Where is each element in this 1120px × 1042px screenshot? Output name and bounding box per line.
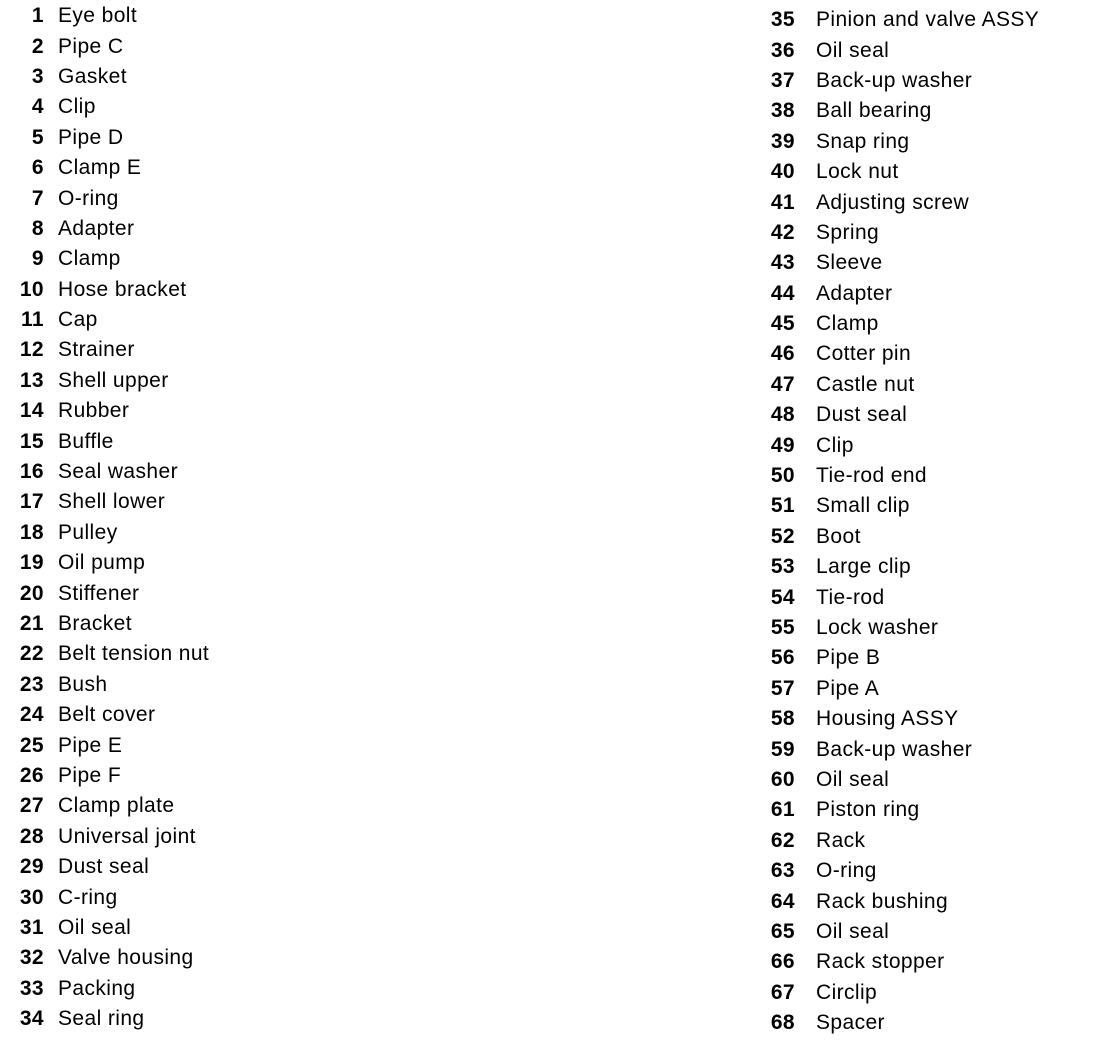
part-number: 68 xyxy=(770,1011,795,1035)
part-entry xyxy=(758,765,1113,795)
part-entry xyxy=(0,609,420,639)
part-number: 47 xyxy=(770,372,795,396)
part-number: 44 xyxy=(770,281,795,305)
part-entry xyxy=(0,670,420,700)
part-number: 65 xyxy=(770,919,795,943)
part-entry xyxy=(758,491,1113,521)
part-entry xyxy=(0,62,420,92)
part-name: Shell lower xyxy=(58,490,166,514)
part-number: 46 xyxy=(770,342,795,366)
part-name: Clamp plate xyxy=(58,794,175,818)
part-number: 36 xyxy=(770,38,795,62)
part-name: Universal joint xyxy=(58,824,196,848)
part-number: 61 xyxy=(770,798,795,822)
part-number: 45 xyxy=(770,312,795,336)
part-name: Clip xyxy=(58,95,96,119)
part-entry xyxy=(0,31,420,61)
part-name: Spring xyxy=(816,220,880,244)
part-number: 31 xyxy=(19,915,44,939)
part-number: 55 xyxy=(770,616,795,639)
part-name: C-ring xyxy=(58,885,118,909)
part-entry xyxy=(758,917,1113,947)
part-number: 32 xyxy=(19,946,44,970)
part-number: 50 xyxy=(770,464,795,488)
part-name: Clamp xyxy=(58,247,121,271)
part-name: Small clip xyxy=(816,494,910,518)
part-entry xyxy=(758,522,1113,552)
part-number: 58 xyxy=(770,707,795,731)
part-number: 43 xyxy=(770,251,795,275)
part-name: Oil seal xyxy=(816,38,890,62)
part-number: 29 xyxy=(19,855,44,879)
part-name: Seal washer xyxy=(58,460,178,484)
part-name: Clamp xyxy=(816,312,879,336)
part-name: Stiffener xyxy=(58,581,140,605)
part-entry xyxy=(758,309,1113,339)
part-name: Hose bracket xyxy=(58,277,187,301)
part-entry xyxy=(0,943,420,973)
part-name: Bracket xyxy=(58,612,132,635)
part-entry xyxy=(758,826,1113,856)
part-number: 6 xyxy=(31,156,44,180)
part-number: 20 xyxy=(19,581,44,605)
part-number: 17 xyxy=(19,490,44,514)
part-entry xyxy=(758,978,1113,1008)
part-name: Cap xyxy=(58,308,98,332)
part-name: Pipe B xyxy=(816,646,881,670)
part-name: Clip xyxy=(816,433,854,457)
part-name: Pulley xyxy=(58,520,118,544)
part-number: 63 xyxy=(770,859,795,883)
part-name: Sleeve xyxy=(816,251,883,275)
part-entry xyxy=(758,400,1113,430)
part-number: 28 xyxy=(19,824,44,848)
part-entry xyxy=(758,127,1113,157)
part-name: O-ring xyxy=(58,186,119,210)
part-number: 67 xyxy=(770,980,795,1004)
part-number: 48 xyxy=(770,403,795,427)
part-name: Circlip xyxy=(816,980,878,1004)
part-name: Ball bearing xyxy=(816,99,932,123)
part-entry xyxy=(0,700,420,730)
part-number: 3 xyxy=(31,64,44,88)
part-entry xyxy=(0,882,420,912)
part-number: 30 xyxy=(19,885,44,909)
part-entry xyxy=(758,66,1113,96)
part-name: Lock washer xyxy=(816,616,939,639)
part-entry xyxy=(0,791,420,821)
part-number: 40 xyxy=(770,160,795,184)
part-number: 19 xyxy=(19,551,44,575)
part-number: 57 xyxy=(770,676,795,700)
part-name: Bush xyxy=(58,672,108,696)
part-name: Dust seal xyxy=(816,403,908,427)
part-entry xyxy=(758,582,1113,612)
part-entry xyxy=(0,305,420,335)
part-entry xyxy=(0,335,420,365)
part-entry xyxy=(0,548,420,578)
part-name: Rack xyxy=(816,828,866,852)
part-entry xyxy=(758,339,1113,369)
part-entry xyxy=(758,1008,1113,1038)
part-name: Cotter pin xyxy=(816,342,912,366)
part-number: 16 xyxy=(19,460,44,484)
part-number: 10 xyxy=(19,277,44,301)
part-entry xyxy=(0,183,420,213)
part-number: 18 xyxy=(19,520,44,544)
part-entry xyxy=(758,370,1113,400)
part-name: Adapter xyxy=(816,281,893,305)
part-number: 11 xyxy=(21,308,44,332)
part-entry xyxy=(0,852,420,882)
part-name: Back-up washer xyxy=(816,68,973,92)
part-number: 66 xyxy=(770,950,795,974)
part-name: Rack bushing xyxy=(816,889,949,913)
part-entry xyxy=(0,974,420,1004)
part-name: Pipe C xyxy=(58,34,124,58)
part-name: Rubber xyxy=(58,399,130,423)
part-number: 12 xyxy=(19,338,44,362)
part-name: Strainer xyxy=(58,338,135,362)
part-name: Buffle xyxy=(58,429,114,453)
part-entry xyxy=(0,822,420,852)
part-entry xyxy=(0,578,420,608)
part-number: 41 xyxy=(770,190,795,214)
part-name: Oil pump xyxy=(58,551,146,575)
part-name: Pipe D xyxy=(58,125,124,149)
part-entry xyxy=(0,366,420,396)
part-name: Belt cover xyxy=(58,703,156,727)
part-name: Snap ring xyxy=(816,129,910,153)
part-entry xyxy=(758,704,1113,734)
part-entry xyxy=(0,426,420,456)
part-name: Castle nut xyxy=(816,372,915,396)
part-number: 21 xyxy=(19,612,44,635)
part-number: 59 xyxy=(770,737,795,761)
parts-list-left-column xyxy=(0,1,420,1034)
part-number: 8 xyxy=(31,216,44,240)
part-name: Valve housing xyxy=(58,946,194,970)
part-entry xyxy=(758,947,1113,977)
part-entry xyxy=(758,643,1113,673)
part-name: Eye bolt xyxy=(58,4,138,28)
part-entry xyxy=(758,461,1113,491)
part-number: 5 xyxy=(31,125,44,149)
part-name: Adapter xyxy=(58,216,135,240)
part-name: Oil seal xyxy=(816,919,890,943)
part-number: 35 xyxy=(770,8,795,32)
part-entry xyxy=(758,674,1113,704)
part-entry xyxy=(758,5,1113,35)
part-entry xyxy=(0,761,420,791)
part-entry xyxy=(758,157,1113,187)
part-number: 24 xyxy=(19,703,44,727)
parts-list-right-column xyxy=(758,5,1113,1038)
part-number: 60 xyxy=(770,767,795,791)
part-number: 51 xyxy=(770,494,795,518)
part-name: Pipe F xyxy=(58,763,122,787)
part-entry xyxy=(0,214,420,244)
part-name: Tie-rod end xyxy=(816,464,928,488)
part-name: Belt tension nut xyxy=(58,642,210,666)
part-entry xyxy=(758,552,1113,582)
part-entry xyxy=(0,457,420,487)
part-entry xyxy=(758,248,1113,278)
part-number: 37 xyxy=(770,68,795,92)
part-entry xyxy=(758,613,1113,643)
part-number: 52 xyxy=(770,524,795,548)
part-name: Pipe E xyxy=(58,733,123,757)
part-name: Adjusting screw xyxy=(816,190,970,214)
part-name: Boot xyxy=(816,524,861,548)
part-entry xyxy=(758,430,1113,460)
part-number: 22 xyxy=(19,642,44,666)
part-entry xyxy=(0,123,420,153)
part-entry xyxy=(0,1004,420,1034)
part-name: Clamp E xyxy=(58,156,142,180)
part-name: Piston ring xyxy=(816,798,920,822)
part-entry xyxy=(0,730,420,760)
part-number: 23 xyxy=(19,672,44,696)
part-number: 56 xyxy=(770,646,795,670)
part-entry xyxy=(758,856,1113,886)
part-number: 4 xyxy=(31,95,44,119)
part-name: Pipe A xyxy=(816,676,880,700)
part-number: 38 xyxy=(770,99,795,123)
part-name: Oil seal xyxy=(816,767,890,791)
part-entry xyxy=(758,734,1113,764)
part-name: Lock nut xyxy=(816,160,899,184)
part-entry xyxy=(758,795,1113,825)
part-name: Housing ASSY xyxy=(816,707,959,731)
part-entry xyxy=(0,639,420,669)
part-number: 7 xyxy=(31,186,44,210)
part-number: 33 xyxy=(19,976,44,1000)
part-number: 54 xyxy=(770,585,795,609)
part-name: Large clip xyxy=(816,555,912,579)
part-number: 42 xyxy=(770,220,795,244)
part-number: 14 xyxy=(19,399,44,423)
part-name: Pinion and valve ASSY xyxy=(816,8,1040,32)
part-name: Shell upper xyxy=(58,368,169,392)
part-name: Spacer xyxy=(816,1011,885,1035)
part-name: Oil seal xyxy=(58,915,132,939)
part-name: Gasket xyxy=(58,64,127,88)
part-entry xyxy=(758,187,1113,217)
part-name: Tie-rod xyxy=(816,585,885,609)
part-entry xyxy=(0,153,420,183)
part-number: 26 xyxy=(19,763,44,787)
part-number: 25 xyxy=(19,733,44,757)
part-number: 1 xyxy=(31,4,44,28)
part-number: 2 xyxy=(31,34,44,58)
part-name: O-ring xyxy=(816,859,877,883)
part-entry xyxy=(0,913,420,943)
part-entry xyxy=(0,1,420,31)
part-name: Dust seal xyxy=(58,855,150,879)
part-entry xyxy=(0,92,420,122)
part-entry xyxy=(0,275,420,305)
part-number: 64 xyxy=(770,889,795,913)
part-name: Seal ring xyxy=(58,1007,145,1031)
part-name: Back-up washer xyxy=(816,737,973,761)
part-number: 49 xyxy=(770,433,795,457)
part-number: 34 xyxy=(19,1007,44,1031)
part-entry xyxy=(758,218,1113,248)
part-name: Rack stopper xyxy=(816,950,945,974)
part-entry xyxy=(758,279,1113,309)
part-entry xyxy=(758,35,1113,65)
part-number: 15 xyxy=(19,429,44,453)
part-name: Packing xyxy=(58,976,136,1000)
part-entry xyxy=(0,518,420,548)
part-entry xyxy=(0,487,420,517)
part-entry xyxy=(0,244,420,274)
part-number: 53 xyxy=(770,555,795,579)
part-entry xyxy=(758,96,1113,126)
part-number: 13 xyxy=(19,368,44,392)
part-number: 62 xyxy=(770,828,795,852)
part-entry xyxy=(758,886,1113,916)
part-number: 39 xyxy=(770,129,795,153)
part-number: 9 xyxy=(31,247,44,271)
part-entry xyxy=(0,396,420,426)
part-number: 27 xyxy=(19,794,44,818)
